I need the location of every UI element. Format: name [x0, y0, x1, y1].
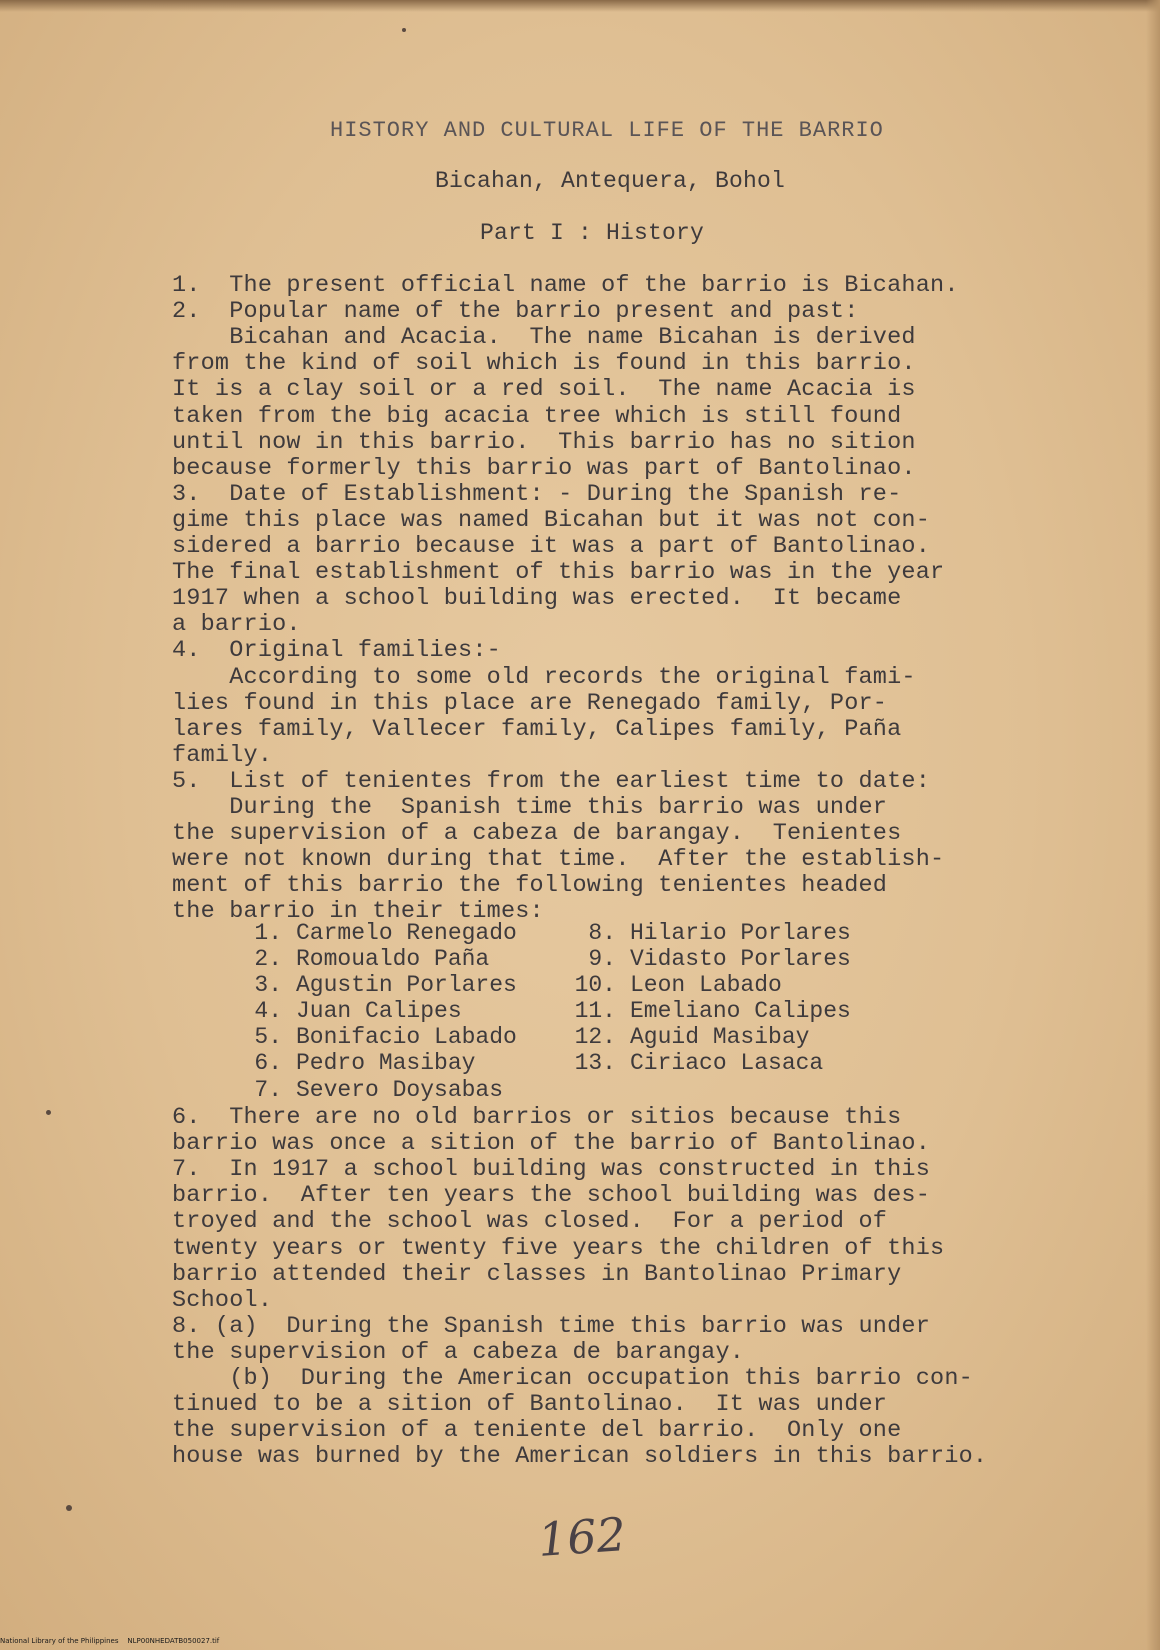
text-line: troyed and the school was closed. For a period of — [172, 1208, 888, 1236]
paper-top-edge — [0, 0, 1160, 12]
text-line: 1. The present official name of the barrio is Bicahan. — [172, 272, 959, 299]
teniente-name: Pedro Masibay — [296, 1050, 476, 1077]
teniente-number: 5. — [254, 1024, 282, 1051]
teniente-number: 8. — [588, 920, 616, 946]
text-line: the barrio in their times: — [172, 898, 544, 926]
teniente-name: Agustin Porlares — [296, 972, 517, 999]
document-title: HISTORY AND CULTURAL LIFE OF THE BARRIO — [330, 118, 884, 143]
teniente-row — [222, 998, 517, 1024]
text-line: barrio was once a sition of the barrio of Bantolinao. — [172, 1130, 931, 1158]
teniente-row — [556, 1050, 851, 1076]
teniente-name: Ciriaco Lasaca — [630, 1050, 824, 1077]
teniente-number: 7. — [254, 1076, 282, 1103]
teniente-row — [556, 920, 851, 946]
text-line: 5. List of tenientes from the earliest time to date: — [172, 767, 931, 795]
teniente-row — [222, 1077, 517, 1103]
text-line: family. — [172, 741, 273, 769]
teniente-name: Vidasto Porlares — [630, 946, 851, 973]
archive-footer: National Library of the Philippines NLP00NHEDATB050027.tif — [0, 1637, 220, 1645]
text-line: lies found in this place are Renegado family, Por- — [172, 689, 888, 717]
teniente-row — [556, 998, 851, 1024]
teniente-number: 3. — [254, 972, 282, 999]
teniente-name: Emeliano Calipes — [630, 998, 851, 1025]
text-line: 2. Popular name of the barrio present and past: — [172, 298, 859, 326]
location-heading: Bicahan, Antequera, Bohol — [435, 168, 786, 194]
paper-right-edge — [1146, 0, 1160, 1650]
text-line: twenty years or twenty five years the children of this — [172, 1234, 945, 1262]
paper-speck — [402, 28, 406, 32]
text-line: During the Spanish time this barrio was under — [172, 794, 888, 821]
teniente-name: Severo Doysabas — [296, 1076, 504, 1103]
teniente-number: 9. — [588, 946, 616, 973]
text-line: were not known during that time. After the establish- — [172, 846, 945, 874]
text-line: 3. Date of Establishment: - During the Spanish re- — [172, 480, 902, 508]
text-line: 7. In 1917 a school building was constructed in this — [172, 1156, 931, 1184]
text-line: (b) During the American occupation this barrio con- — [172, 1365, 973, 1392]
teniente-row — [222, 1050, 517, 1076]
teniente-name: Romoualdo Paña — [296, 946, 490, 973]
teniente-name: Bonifacio Labado — [296, 1024, 517, 1051]
teniente-number: 1. — [254, 920, 282, 946]
text-line: ment of this barrio the following tenientes headed — [172, 872, 888, 900]
text-line: house was burned by the American soldiers in this barrio. — [172, 1443, 988, 1471]
text-line: School. — [172, 1286, 273, 1314]
text-line: from the kind of soil which is found in this barrio. — [172, 350, 916, 378]
text-line: the supervision of a teniente del barrio. Only one — [172, 1417, 902, 1445]
text-line: It is a clay soil or a red soil. The name Acacia is — [172, 376, 916, 404]
tenientes-list-left — [222, 920, 517, 1103]
paper-speck — [66, 1505, 72, 1511]
text-line: the supervision of a cabeza de barangay. — [172, 1338, 745, 1366]
text-line: sidered a barrio because it was a part of Bantolinao. — [172, 533, 931, 560]
text-line: a barrio. — [172, 611, 301, 639]
text-line: Bicahan and Acacia. The name Bicahan is derived — [172, 324, 916, 352]
teniente-number: 12. — [574, 1024, 616, 1051]
text-line: lares family, Vallecer family, Calipes family, Paña — [172, 715, 902, 743]
teniente-name: Juan Calipes — [296, 998, 462, 1025]
teniente-row — [556, 946, 851, 972]
text-line: 4. Original families:- — [172, 637, 501, 665]
text-line: 1917 when a school building was erected. It became — [172, 585, 902, 613]
teniente-number: 11. — [574, 998, 616, 1025]
text-line: The final establishment of this barrio was in the year — [172, 559, 945, 587]
teniente-row — [222, 920, 517, 946]
teniente-number: 4. — [254, 998, 282, 1025]
text-line: gime this place was named Bicahan but it was not con- — [172, 506, 931, 534]
teniente-number: 10. — [574, 972, 616, 999]
text-line: because formerly this barrio was part of Bantolinao. — [172, 454, 916, 482]
teniente-row — [556, 1024, 851, 1050]
paper-speck — [46, 1110, 51, 1115]
teniente-name: Aguid Masibay — [630, 1024, 810, 1051]
part-heading: Part I : History — [480, 220, 705, 246]
text-line: 8. (a) During the Spanish time this barrio was under — [172, 1312, 931, 1340]
teniente-row — [556, 972, 851, 998]
teniente-row — [222, 946, 517, 972]
text-line: According to some old records the original fami- — [172, 663, 916, 691]
text-line: barrio. After ten years the school building was des- — [172, 1182, 931, 1210]
teniente-number: 2. — [254, 946, 282, 973]
page-number-handwritten: 162 — [536, 1507, 628, 1567]
text-line: tinued to be a sition of Bantolinao. It was under — [172, 1391, 888, 1419]
teniente-name: Carmelo Renegado — [296, 920, 517, 946]
teniente-number: 6. — [254, 1050, 282, 1077]
text-line: the supervision of a cabeza de barangay. Tenientes — [172, 820, 902, 848]
teniente-number: 13. — [574, 1050, 616, 1077]
tenientes-list-right — [556, 920, 851, 1077]
teniente-name: Leon Labado — [630, 972, 782, 999]
text-line: taken from the big acacia tree which is still found — [172, 402, 902, 430]
text-line: 6. There are no old barrios or sitios because this — [172, 1104, 902, 1131]
teniente-row — [222, 1024, 517, 1050]
teniente-row — [222, 972, 517, 998]
text-line: barrio attended their classes in Bantolinao Primary — [172, 1260, 902, 1288]
teniente-name: Hilario Porlares — [630, 920, 851, 946]
text-line: until now in this barrio. This barrio has no sition — [172, 428, 916, 456]
